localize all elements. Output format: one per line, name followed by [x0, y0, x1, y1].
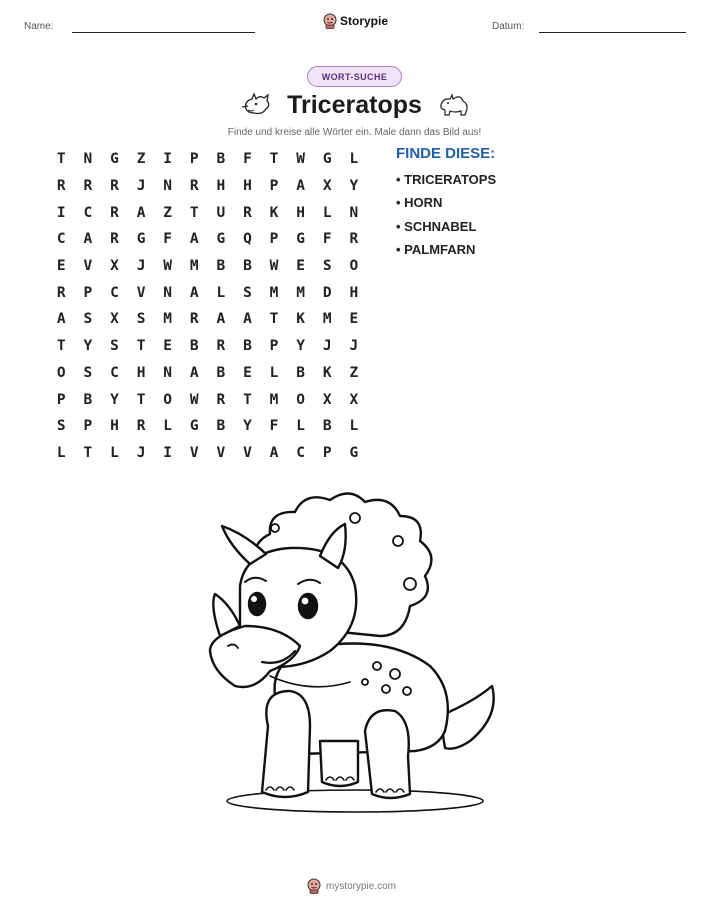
find-these-heading: FINDE DIESE:	[396, 145, 496, 162]
page-title: Triceratops	[287, 91, 422, 119]
grid-letter[interactable]: R	[56, 178, 66, 195]
date-line	[539, 32, 686, 33]
grid-letter[interactable]: V	[243, 444, 252, 461]
grid-letter[interactable]: K	[269, 204, 279, 221]
grid-letter[interactable]: X	[110, 258, 119, 275]
grid-letter[interactable]: A	[269, 444, 279, 461]
grid-letter[interactable]: C	[296, 444, 305, 461]
grid-letter[interactable]: C	[83, 204, 93, 221]
grid-letter[interactable]: I	[163, 151, 173, 168]
word-item: • TRICERATOPS	[396, 172, 497, 187]
grid-letter[interactable]: Y	[83, 338, 93, 355]
triceratops-icon	[437, 93, 471, 119]
grid-letter[interactable]: L	[216, 284, 226, 301]
word-item: • HORN	[396, 195, 443, 211]
grid-letter[interactable]: P	[56, 391, 66, 408]
grid-letter[interactable]: S	[322, 258, 332, 275]
grid-letter[interactable]: W	[269, 258, 279, 275]
grid-letter[interactable]: R	[56, 284, 66, 301]
grid-letter[interactable]: A	[136, 204, 146, 221]
grid-letter[interactable]: J	[136, 258, 146, 275]
storypie-mascot-icon	[323, 13, 337, 29]
grid-letter[interactable]: L	[349, 151, 359, 168]
grid-letter[interactable]: V	[216, 444, 226, 461]
grid-letter[interactable]: E	[243, 364, 252, 381]
grid-letter[interactable]: I	[163, 444, 173, 461]
grid-letter[interactable]: G	[110, 151, 119, 168]
grid-letter[interactable]: N	[163, 178, 173, 195]
grid-letter[interactable]: O	[163, 391, 173, 408]
grid-letter[interactable]: L	[56, 444, 66, 461]
grid-letter[interactable]: Q	[243, 231, 252, 248]
grid-letter[interactable]: K	[322, 364, 332, 381]
grid-letter[interactable]: E	[56, 258, 66, 275]
grid-letter[interactable]: J	[136, 444, 146, 461]
grid-letter[interactable]: C	[110, 364, 119, 381]
grid-letter[interactable]: P	[83, 284, 93, 301]
grid-letter[interactable]: B	[322, 418, 332, 435]
grid-letter[interactable]: R	[216, 391, 226, 408]
grid-letter[interactable]: S	[83, 364, 93, 381]
name-line	[72, 32, 255, 33]
grid-letter[interactable]: B	[243, 258, 252, 275]
grid-letter[interactable]: S	[56, 418, 66, 435]
word-item: • PALMFARN	[396, 241, 476, 257]
grid-letter[interactable]: O	[349, 258, 359, 275]
grid-letter[interactable]: T	[56, 151, 66, 168]
grid-letter[interactable]: W	[189, 391, 199, 408]
grid-letter[interactable]: Y	[349, 178, 359, 195]
grid-letter[interactable]: B	[216, 258, 226, 275]
grid-letter[interactable]: E	[349, 311, 359, 328]
grid-letter[interactable]: P	[83, 418, 93, 435]
brand-logo	[323, 13, 388, 29]
grid-letter[interactable]: B	[243, 338, 252, 355]
grid-letter[interactable]: O	[296, 391, 305, 408]
date-label: Datum:	[492, 21, 525, 32]
grid-letter[interactable]: R	[243, 204, 252, 221]
grid-letter[interactable]: L	[110, 444, 119, 461]
grid-letter[interactable]: E	[163, 338, 173, 355]
grid-letter[interactable]: H	[349, 284, 359, 301]
grid-letter[interactable]: L	[349, 418, 359, 435]
grid-letter[interactable]: Z	[136, 151, 146, 168]
grid-letter[interactable]: R	[216, 338, 226, 355]
grid-letter[interactable]: G	[136, 231, 146, 248]
grid-letter[interactable]: D	[322, 284, 332, 301]
grid-letter[interactable]: V	[136, 284, 146, 301]
grid-letter[interactable]: T	[83, 444, 93, 461]
grid-letter[interactable]: P	[189, 151, 199, 168]
grid-letter[interactable]: A	[189, 364, 199, 381]
grid-letter[interactable]: C	[56, 231, 66, 248]
grid-letter[interactable]: M	[269, 391, 279, 408]
grid-letter[interactable]: F	[163, 231, 173, 248]
grid-letter[interactable]: R	[189, 311, 199, 328]
grid-letter[interactable]: B	[296, 364, 305, 381]
grid-letter[interactable]: E	[296, 258, 305, 275]
grid-letter[interactable]: S	[110, 338, 119, 355]
footer	[307, 878, 396, 894]
grid-letter[interactable]: Z	[349, 364, 359, 381]
word-list	[396, 171, 496, 264]
word-search-grid	[48, 146, 367, 466]
grid-letter[interactable]: J	[136, 178, 146, 195]
grid-letter[interactable]: H	[296, 204, 305, 221]
grid-letter[interactable]: B	[216, 418, 226, 435]
grid-letter[interactable]: W	[163, 258, 173, 275]
grid-letter[interactable]: A	[56, 311, 66, 328]
grid-letter[interactable]: A	[189, 284, 199, 301]
grid-letter[interactable]: G	[322, 151, 332, 168]
grid-letter[interactable]: L	[322, 204, 332, 221]
grid-letter[interactable]: S	[83, 311, 93, 328]
grid-letter[interactable]: P	[322, 444, 332, 461]
grid-letter[interactable]: R	[83, 178, 93, 195]
grid-letter[interactable]: Y	[110, 391, 119, 408]
grid-letter[interactable]: R	[110, 231, 119, 248]
grid-letter[interactable]: H	[110, 418, 119, 435]
grid-letter[interactable]: K	[296, 311, 305, 328]
grid-letter[interactable]: B	[216, 364, 226, 381]
grid-letter[interactable]: B	[216, 151, 226, 168]
grid-letter[interactable]: M	[269, 284, 279, 301]
grid-letter[interactable]: N	[83, 151, 93, 168]
grid-letter[interactable]: P	[269, 178, 279, 195]
grid-letter[interactable]: T	[189, 204, 199, 221]
grid-letter[interactable]: R	[349, 231, 359, 248]
grid-letter[interactable]: T	[269, 311, 279, 328]
grid-letter[interactable]: L	[296, 418, 305, 435]
grid-letter[interactable]: H	[243, 178, 252, 195]
grid-letter[interactable]: I	[56, 204, 66, 221]
category-badge: WORT-SUCHE	[307, 66, 402, 87]
grid-letter[interactable]: T	[269, 151, 279, 168]
grid-letter[interactable]: J	[349, 338, 359, 355]
grid-letter[interactable]: L	[163, 418, 173, 435]
grid-letter[interactable]: G	[216, 231, 226, 248]
grid-letter[interactable]: M	[296, 284, 305, 301]
grid-letter[interactable]: R	[189, 178, 199, 195]
grid-letter[interactable]: A	[189, 231, 199, 248]
grid-letter[interactable]: R	[110, 178, 119, 195]
grid-letter[interactable]: T	[243, 391, 252, 408]
grid-letter[interactable]: H	[216, 178, 226, 195]
brand-name: Storypie	[340, 14, 389, 28]
grid-letter[interactable]: S	[243, 284, 252, 301]
grid-letter[interactable]: X	[322, 391, 332, 408]
grid-letter[interactable]: Z	[163, 204, 173, 221]
name-label: Name:	[24, 21, 54, 32]
grid-letter[interactable]: X	[322, 178, 332, 195]
grid-letter[interactable]: P	[269, 338, 279, 355]
grid-letter[interactable]: H	[136, 364, 146, 381]
grid-letter[interactable]: N	[163, 364, 173, 381]
grid-letter[interactable]: Y	[296, 338, 305, 355]
grid-letter[interactable]: C	[110, 284, 119, 301]
grid-letter[interactable]: F	[269, 418, 279, 435]
grid-letter[interactable]: X	[110, 311, 119, 328]
grid-letter[interactable]: F	[322, 231, 332, 248]
word-item: • SCHNABEL	[396, 218, 477, 234]
grid-letter[interactable]: W	[296, 151, 305, 168]
grid-letter[interactable]: S	[136, 311, 146, 328]
grid-letter[interactable]: R	[110, 204, 119, 221]
grid-letter[interactable]: A	[83, 231, 93, 248]
grid-letter[interactable]: A	[243, 311, 252, 328]
grid-letter[interactable]: R	[136, 418, 146, 435]
grid-letter[interactable]: M	[189, 258, 199, 275]
grid-letter[interactable]: T	[136, 338, 146, 355]
grid-letter[interactable]: T	[136, 391, 146, 408]
grid-letter[interactable]: M	[163, 311, 173, 328]
grid-letter[interactable]: Y	[243, 418, 252, 435]
grid-letter[interactable]: J	[322, 338, 332, 355]
grid-letter[interactable]: P	[269, 231, 279, 248]
grid-letter[interactable]: L	[269, 364, 279, 381]
grid-letter[interactable]: B	[189, 338, 199, 355]
grid-letter[interactable]: N	[349, 204, 359, 221]
grid-letter[interactable]: G	[349, 444, 359, 461]
instructions: Finde und kreise alle Wörter ein. Male dann das Bild aus!	[227, 127, 482, 138]
grid-letter[interactable]: N	[163, 284, 173, 301]
grid-letter[interactable]: G	[296, 231, 305, 248]
grid-letter[interactable]: F	[243, 151, 252, 168]
grid-letter[interactable]: M	[322, 311, 332, 328]
grid-letter[interactable]: T	[56, 338, 66, 355]
grid-letter[interactable]: V	[189, 444, 199, 461]
grid-letter[interactable]: B	[83, 391, 93, 408]
storypie-mascot-icon	[307, 878, 321, 894]
footer-url: mystorypie.com	[326, 880, 397, 892]
triceratops-coloring-illustration	[200, 486, 510, 816]
grid-letter[interactable]: V	[83, 258, 93, 275]
grid-letter[interactable]: X	[349, 391, 359, 408]
grid-letter[interactable]: O	[56, 364, 66, 381]
grid-letter[interactable]: A	[216, 311, 226, 328]
grid-letter[interactable]: U	[216, 204, 226, 221]
grid-letter[interactable]: G	[189, 418, 199, 435]
grid-letter[interactable]: A	[296, 178, 305, 195]
